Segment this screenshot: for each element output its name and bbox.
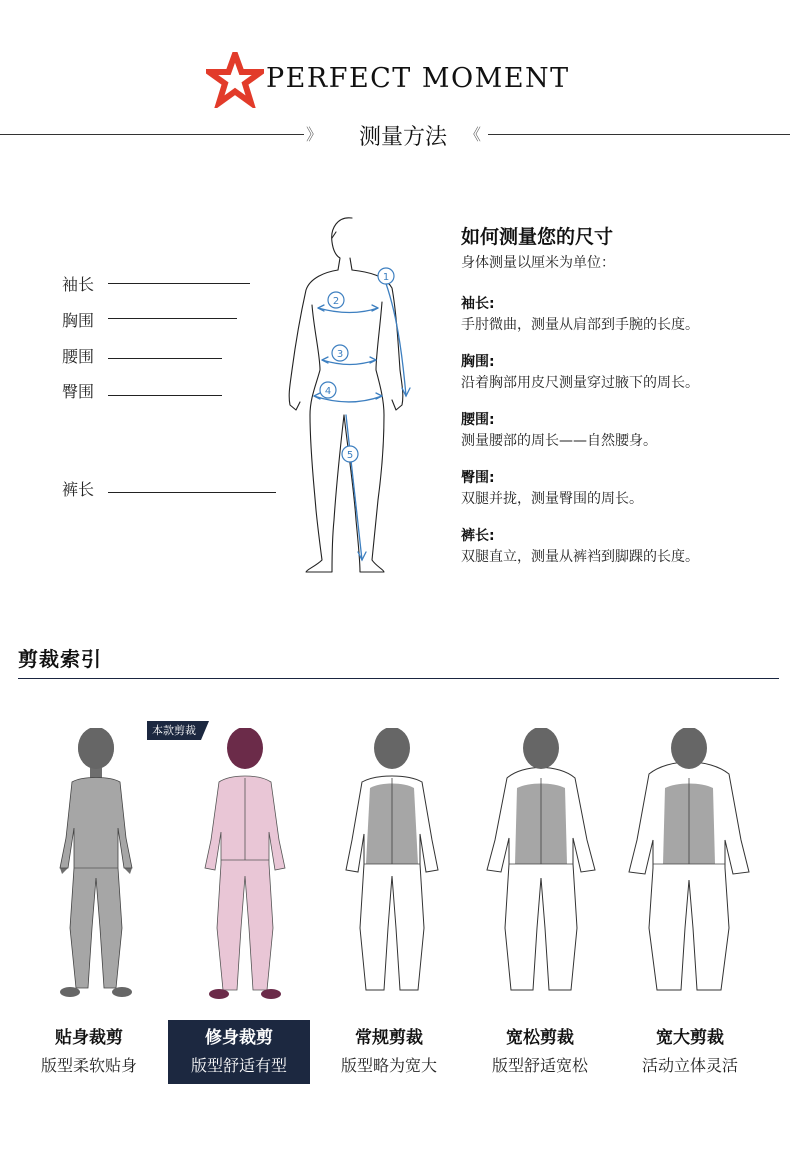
measure-line-hip — [108, 395, 222, 396]
item-desc: 测量腰部的周长——自然腰身。 — [461, 433, 657, 449]
section-divider-left — [0, 134, 304, 135]
fit-name: 宽松剪裁 — [506, 1028, 574, 1048]
marker-4-label: 4 — [324, 386, 332, 397]
marker-1-label: 1 — [382, 272, 390, 283]
fit-desc: 活动立体灵活 — [641, 1056, 738, 1075]
item-title: 裤长: — [461, 528, 495, 544]
fit-name: 常规剪裁 — [355, 1028, 423, 1048]
figure-oversized-fit — [629, 728, 749, 990]
measure-line-inseam — [108, 492, 276, 493]
fit-regular — [318, 1020, 460, 1084]
fit-name: 贴身裁剪 — [55, 1028, 123, 1048]
measure-label-hip: 臀围 — [62, 382, 95, 401]
fit-relaxed — [469, 1020, 611, 1084]
chevron-right-icon: 》 — [306, 125, 320, 144]
figure-slim-fit — [205, 728, 285, 999]
figure-regular-fit — [346, 728, 438, 990]
fit-oversized — [619, 1020, 761, 1084]
fit-name: 宽大剪裁 — [656, 1028, 724, 1048]
brand-logo — [206, 52, 596, 110]
measure-label-waist: 腰围 — [62, 347, 95, 366]
body-measure-diagram — [280, 210, 430, 580]
item-desc: 沿着胸部用皮尺测量穿过腋下的周长。 — [461, 375, 699, 391]
fit-desc: 版型柔软贴身 — [40, 1056, 137, 1075]
how-to-item-waist — [461, 411, 781, 452]
section-divider-right — [488, 134, 790, 135]
star-logo-icon — [206, 52, 264, 108]
how-to-item-chest — [461, 353, 781, 394]
measure-line-chest — [108, 318, 237, 319]
measure-line-waist — [108, 358, 222, 359]
fit-name: 修身裁剪 — [205, 1028, 273, 1048]
figure-tight-fit — [60, 728, 132, 997]
item-title: 臀围: — [461, 470, 495, 486]
fit-index-title: 剪裁索引 — [18, 647, 102, 671]
marker-3-label: 3 — [336, 349, 344, 360]
fit-slim-current — [168, 1020, 310, 1084]
measure-label-inseam: 裤长 — [62, 480, 95, 499]
how-to-item-hip — [461, 469, 781, 510]
item-desc: 手肘微曲，测量从肩部到手腕的长度。 — [461, 317, 699, 333]
item-title: 腰围: — [461, 412, 495, 428]
measure-label-chest: 胸围 — [62, 311, 95, 330]
how-to-item-inseam — [461, 527, 781, 568]
marker-5-label: 5 — [346, 450, 354, 461]
item-desc: 双腿并拢，测量臀围的周长。 — [461, 491, 643, 507]
fit-desc: 版型舒适宽松 — [491, 1056, 588, 1075]
how-to-title: 如何测量您的尺寸 — [461, 226, 614, 248]
how-to-item-sleeve — [461, 295, 781, 336]
brand-name: PERFECT MOMENT — [266, 63, 570, 94]
measure-label-sleeve: 袖长 — [62, 275, 95, 294]
figure-relaxed-fit — [487, 728, 595, 990]
how-to-subtitle: 身体测量以厘米为单位： — [461, 255, 615, 271]
current-fit-tag: 本款剪裁 — [147, 721, 201, 740]
item-desc: 双腿直立，测量从裤裆到脚踝的长度。 — [461, 549, 699, 565]
fit-tight — [18, 1020, 160, 1084]
item-title: 袖长: — [461, 296, 495, 312]
section-title: 测量方法 — [358, 125, 447, 150]
marker-2-label: 2 — [332, 296, 340, 307]
measure-line-sleeve — [108, 283, 250, 284]
item-title: 胸围: — [461, 354, 495, 370]
fit-desc: 版型略为宽大 — [340, 1056, 437, 1075]
fit-desc: 版型舒适有型 — [190, 1056, 287, 1075]
fit-index-divider — [18, 678, 779, 679]
fit-figures — [0, 728, 790, 1013]
chevron-left-icon: 《 — [465, 125, 479, 144]
